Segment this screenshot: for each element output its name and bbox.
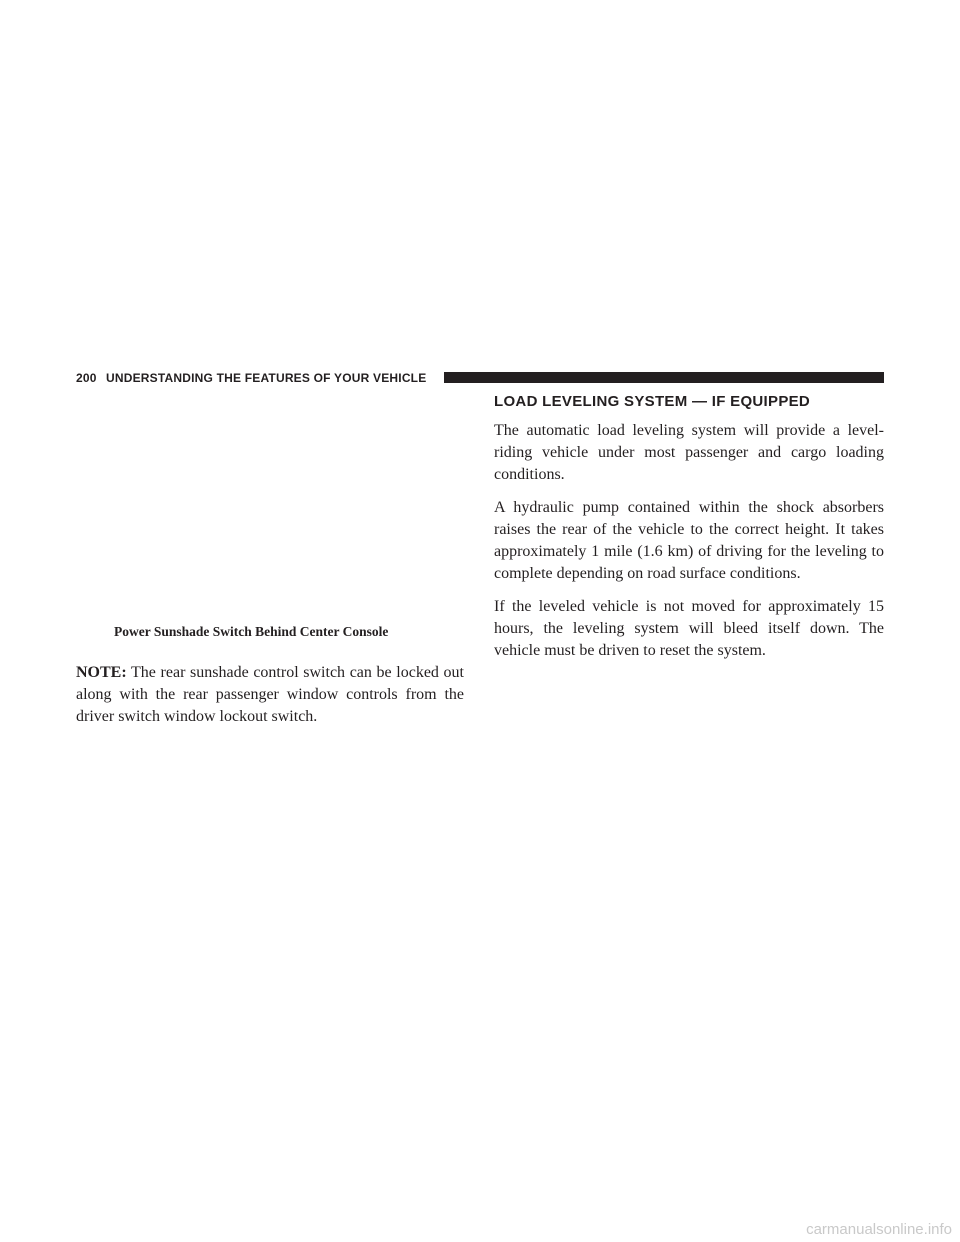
section-heading: LOAD LEVELING SYSTEM — IF EQUIPPED bbox=[494, 393, 811, 410]
body-paragraph: If the leveled vehicle is not moved for approximately 15 hours, the leveling system will bleed itself down. The vehicle must be driven to reset the system. bbox=[494, 598, 884, 659]
note-text: The rear sunshade control switch can be locked out along with the rear passenger window controls from the driver switch window lockout switch. bbox=[76, 664, 464, 725]
page-number: 200 bbox=[76, 371, 97, 385]
page-header bbox=[76, 370, 884, 386]
header-rule-bar bbox=[444, 372, 884, 383]
body-paragraph: The automatic load leveling system will provide a level-riding vehicle under most passenger and cargo loading conditions. bbox=[494, 422, 884, 483]
figure-image-area bbox=[76, 390, 464, 618]
note-label: NOTE: bbox=[76, 664, 127, 681]
figure-caption: Power Sunshade Switch Behind Center Console bbox=[114, 624, 389, 639]
note-paragraph bbox=[76, 662, 464, 728]
body-paragraph: A hydraulic pump contained within the shock absorbers raises the rear of the vehicle to the correct height. It takes approximately 1 mile (1.6 km) of driving for the leveling to complete depending on road surface conditions. bbox=[494, 499, 884, 582]
section-title: UNDERSTANDING THE FEATURES OF YOUR VEHICLE bbox=[106, 371, 427, 385]
watermark-text: carmanualsonline.info bbox=[806, 1221, 952, 1238]
right-column bbox=[494, 390, 884, 673]
